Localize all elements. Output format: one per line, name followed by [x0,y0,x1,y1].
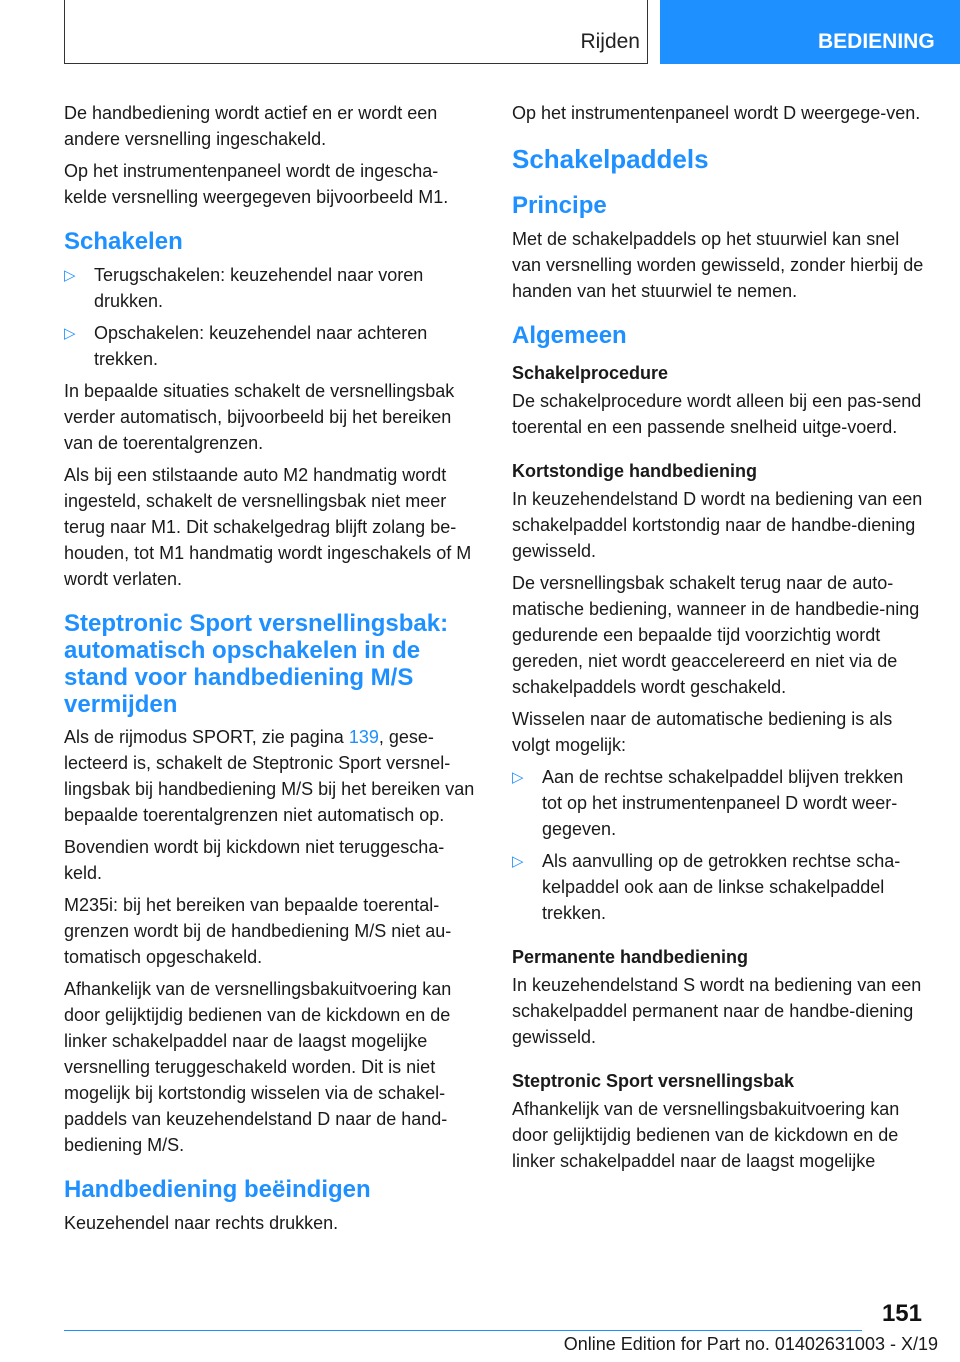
list-item-text: Aan de rechtse schakelpaddel blijven trekken tot op het instrumentenpaneel D wordt weer-gegeven. [542,767,904,839]
paragraph: In keuzehendelstand S wordt na bediening van een schakelpaddel permanent naar de handbe-diening gewisseld. [512,975,922,1047]
subheading-steptronic-sport: Steptronic Sport versnellingsbak [512,1071,795,1091]
paragraph [64,724,478,828]
footer-edition-text: Online Edition for Part no. 01402631003 - X/19 [563,1334,938,1354]
paragraph: Als bij een stilstaande auto M2 handmatig wordt ingesteld, schakelt de versnellingsbak niet meer terug naar M1. Dit schakelgedrag blijft zolang be-houden, tot M1 handmatig wordt ingeschakels of M wordt verlaten. [64,465,472,589]
paragraph: Bovendien wordt bij kickdown niet teruggescha-keld. [64,837,445,883]
paragraph: In keuzehendelstand D wordt na bediening van een schakelpaddel kortstondig naar de handbe-diening gewisseld. [512,489,923,561]
bullet-list [512,764,926,926]
left-column [64,100,478,1242]
header-chapter-tab [660,0,960,64]
list-item [512,764,926,842]
paragraph: Wisselen naar de automatische bediening is als volgt mogelijk: [512,709,893,755]
heading-algemeen: Algemeen [512,322,627,349]
paragraph: De schakelprocedure wordt alleen bij een pas-send toerental en een passende snelheid uitge-voerd. [512,391,922,437]
paragraph: Afhankelijk van de versnellingsbakuitvoering kan door gelijktijdig bedienen van de kickdown en de linker schakelpaddel naar de laagst mogelijke versnelling teruggeschakeld worden. Dit is niet mogelijk bij kortstondig wisselen via de schakel-paddels van keuzehendelstand D naar de hand-bediening M/S. [64,979,452,1155]
list-item [64,262,478,314]
list-item-text: Opschakelen: keuzehendel naar achteren trekken. [94,323,428,369]
heading-principe: Principe [512,192,607,219]
subheading-permanente-handbediening: Permanente handbediening [512,947,749,967]
paragraph-text: Als de rijmodus SPORT, zie pagina [64,727,349,747]
list-item-text: Terugschakelen: keuzehendel naar voren drukken. [94,265,424,311]
list-item [512,848,926,926]
paragraph: Afhankelijk van de versnellingsbakuitvoering kan door gelijktijdig bedienen van de kickdown en de linker schakelpaddel naar de laagst mogelijke [512,1099,900,1171]
triangle-bullet-icon: ▷ [512,853,524,870]
paragraph: M235i: bij het bereiken van bepaalde toerental-grenzen wordt bij de handbediening M/S niet au-tomatisch opgeschakeld. [64,895,452,967]
heading-handbediening-beeindigen: Handbediening beëindigen [64,1176,371,1203]
paragraph-text: , gese-lecteerd is, schakelt de Steptronic Sport versnel-lingsbak bij handbediening M/S bij het bereiken van bepaalde toerentalgrenzen niet automatisch op. [64,727,475,825]
heading-steptronic-opschakelen: Steptronic Sport versnellingsbak: automatisch opschakelen in de stand voor handbediening M/S vermijden [64,610,449,718]
paragraph: Op het instrumentenpaneel wordt D weergege-ven. [512,103,921,123]
heading-schakelen: Schakelen [64,228,183,255]
page-number: 151 [881,1300,922,1327]
bullet-list [64,262,478,372]
subheading-schakelprocedure: Schakelprocedure [512,363,669,383]
list-item [64,320,478,372]
heading-schakelpaddels: Schakelpaddels [512,144,709,174]
header-chapter-label: BEDIENING [818,30,935,53]
triangle-bullet-icon: ▷ [64,325,76,342]
paragraph: In bepaalde situaties schakelt de versnellingsbak verder automatisch, bijvoorbeeld bij het bereiken van de toerentalgrenzen. [64,381,455,453]
triangle-bullet-icon: ▷ [64,267,76,284]
paragraph: Op het instrumentenpaneel wordt de ingescha-kelde versnelling weergegeven bijvoorbeeld M1. [64,161,449,207]
paragraph: De versnellingsbak schakelt terug naar de auto-matische bediening, wanneer in de handbedie-ning gedurende een bepaalde tijd voorzichtig wordt gereden, niet wordt geaccelereerd en niet via de schakelpaddels wordt geschakeld. [512,573,920,697]
paragraph: De handbediening wordt actief en er wordt een andere versnelling ingeschakeld. [64,103,438,149]
triangle-bullet-icon: ▷ [512,769,524,786]
subheading-kortstondige-handbediening: Kortstondige handbediening [512,461,757,481]
list-item-text: Als aanvulling op de getrokken rechtse scha-kelpaddel ook aan de linkse schakelpaddel trekken. [542,851,901,923]
page-reference-link[interactable]: 139 [348,727,379,747]
right-column [512,100,926,1180]
paragraph: Keuzehendel naar rechts drukken. [64,1213,339,1233]
footer-divider [64,1330,862,1331]
header-section-title: Rijden [580,30,640,53]
paragraph: Met de schakelpaddels op het stuurwiel kan snel van versnelling worden gewisseld, zonder hierbij de handen van het stuurwiel te nemen. [512,229,924,301]
